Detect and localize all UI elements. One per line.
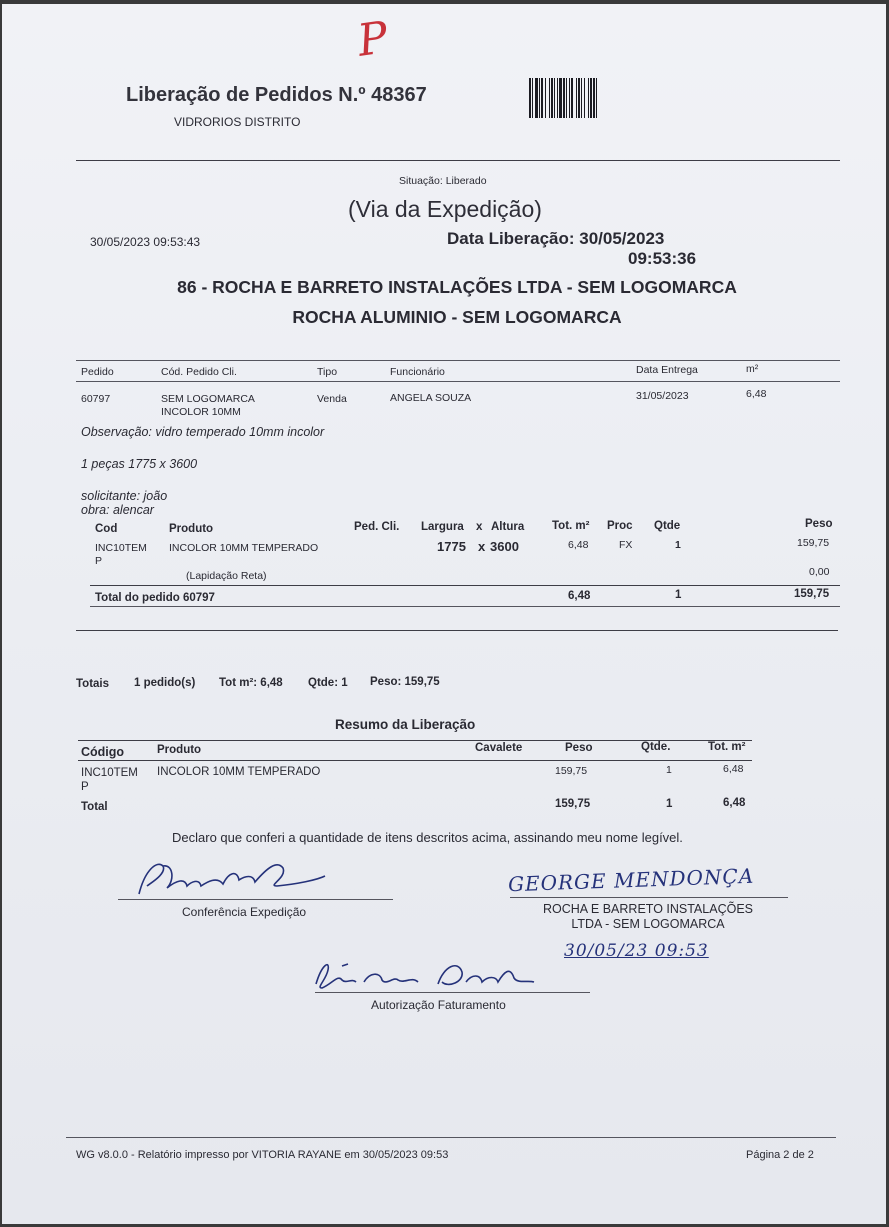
- item-header-proc: Proc: [607, 520, 633, 532]
- summary-title: Resumo da Liberação: [335, 717, 476, 732]
- client-signature-name: GEORGE MENDONÇA: [507, 863, 755, 897]
- order-client-code-2: INCOLOR 10MM: [161, 406, 241, 418]
- client-signature-date: 30/05/23 09:53: [564, 941, 709, 961]
- order-total-qtde: 1: [675, 589, 682, 601]
- divider: [76, 160, 840, 161]
- summary-qtde: 1: [666, 764, 672, 776]
- summary-header-peso: Peso: [565, 742, 593, 754]
- item-finishing-weight: 0,00: [809, 566, 830, 578]
- item-header-tot-m2: Tot. m²: [552, 520, 590, 532]
- footer-printed-by: WG v8.0.0 - Relatório impresso por VITORIA RAYANE em 30/05/2023 09:53: [76, 1149, 449, 1161]
- client-signature-label-2: LTDA - SEM LOGOMARCA: [571, 917, 725, 931]
- item-tot-m2: 6,48: [568, 539, 589, 551]
- print-datetime: 30/05/2023 09:53:43: [90, 235, 201, 249]
- totals-qtde: Qtde: 1: [308, 677, 348, 689]
- item-header-qtde: Qtde: [654, 520, 681, 532]
- totals-orders: 1 pedido(s): [134, 677, 196, 689]
- order-total-m2: 6,48: [568, 590, 591, 602]
- barcode: [529, 78, 665, 118]
- divider: [66, 1137, 836, 1138]
- col-header-funcionario: Funcionário: [390, 366, 445, 378]
- summary-total-qtde: 1: [666, 798, 673, 810]
- item-x: x: [478, 539, 486, 554]
- col-header-data-entrega: Data Entrega: [636, 364, 698, 376]
- item-proc: FX: [619, 539, 633, 551]
- divider: [76, 381, 840, 382]
- col-header-m2: m²: [746, 363, 759, 375]
- item-header-altura: Altura: [491, 521, 525, 533]
- order-observation: Observação: vidro temperado 10mm incolor: [81, 425, 325, 439]
- item-weight: 159,75: [797, 537, 830, 549]
- summary-header-tot-m2: Tot. m²: [708, 741, 746, 753]
- item-finishing: (Lapidação Reta): [186, 570, 267, 582]
- divider: [78, 760, 752, 761]
- order-pieces: 1 peças 1775 x 3600: [81, 457, 198, 471]
- order-site: obra: alencar: [81, 503, 154, 517]
- summary-product: INCOLOR 10MM TEMPERADO: [157, 766, 321, 778]
- col-header-pedido: Pedido: [81, 366, 114, 378]
- divider: [76, 360, 840, 361]
- summary-total-label: Total: [81, 801, 108, 813]
- item-height: 3600: [490, 539, 519, 554]
- divider: [76, 630, 838, 631]
- signature-line: [510, 897, 788, 898]
- client-signature-label: ROCHA E BARRETO INSTALAÇÕES: [542, 902, 753, 916]
- release-date: Data Liberação: 30/05/2023: [447, 229, 665, 248]
- item-header-ped-cli: Ped. Cli.: [354, 521, 400, 533]
- footer-page-number: Página 2 de 2: [746, 1149, 814, 1161]
- client-trade-name: ROCHA ALUMINIO - SEM LOGOMARCA: [292, 307, 622, 327]
- order-m2: 6,48: [746, 388, 767, 400]
- order-total-label: Total do pedido 60797: [95, 592, 215, 604]
- order-total-weight: 159,75: [794, 588, 830, 600]
- signature-line: [315, 992, 590, 993]
- divider: [90, 585, 840, 586]
- conferencia-label: Conferência Expedição: [182, 905, 307, 919]
- divider: [90, 606, 840, 607]
- autorizacao-label: Autorização Faturamento: [371, 998, 506, 1012]
- item-cod-2: P: [95, 555, 103, 567]
- summary-weight: 159,75: [555, 765, 588, 777]
- document-title: Liberação de Pedidos N.º 48367: [126, 84, 427, 106]
- summary-code: INC10TEM: [81, 767, 138, 779]
- order-requester: solicitante: joão: [81, 489, 168, 503]
- order-number: 60797: [81, 393, 111, 405]
- document-page: [2, 4, 886, 1224]
- item-width: 1775: [437, 539, 466, 554]
- item-header-produto: Produto: [169, 523, 214, 535]
- release-time: 09:53:36: [628, 249, 697, 268]
- order-employee: ANGELA SOUZA: [390, 392, 472, 404]
- summary-header-codigo: Código: [81, 745, 125, 759]
- status-text: Situação: Liberado: [399, 175, 487, 187]
- client-name: 86 - ROCHA E BARRETO INSTALAÇÕES LTDA - SEM LOGOMARCA: [177, 277, 737, 297]
- order-client-code: SEM LOGOMARCA: [161, 393, 255, 405]
- item-qtde: 1: [675, 539, 681, 551]
- order-type: Venda: [317, 393, 347, 405]
- summary-code-2: P: [81, 781, 89, 793]
- order-delivery-date: 31/05/2023: [636, 390, 689, 402]
- summary-header-qtde: Qtde.: [641, 741, 671, 753]
- item-product: INCOLOR 10MM TEMPERADO: [169, 542, 319, 554]
- totals-m2: Tot m²: 6,48: [219, 677, 283, 689]
- item-header-cod: Cod: [95, 523, 118, 535]
- totals-label: Totais: [76, 678, 110, 690]
- item-header-peso: Peso: [805, 518, 833, 530]
- signature-line: [118, 899, 393, 900]
- handwritten-mark: P: [354, 12, 392, 67]
- summary-header-produto: Produto: [157, 744, 202, 756]
- via-title: (Via da Expedição): [348, 196, 542, 222]
- summary-total-weight: 159,75: [555, 798, 591, 810]
- col-header-cod-cli: Cód. Pedido Cli.: [161, 366, 237, 378]
- item-cod: INC10TEM: [95, 542, 147, 554]
- item-header-x: x: [476, 521, 483, 533]
- col-header-tipo: Tipo: [317, 366, 338, 378]
- item-header-largura: Largura: [421, 521, 464, 533]
- summary-total-m2: 6,48: [723, 797, 746, 809]
- summary-m2: 6,48: [723, 763, 744, 775]
- declaration-text: Declaro que conferi a quantidade de itens descritos acima, assinando meu nome legível.: [172, 830, 683, 845]
- company-name: VIDRORIOS DISTRITO: [174, 115, 301, 129]
- totals-weight: Peso: 159,75: [370, 676, 440, 688]
- summary-header-cavalete: Cavalete: [475, 742, 523, 754]
